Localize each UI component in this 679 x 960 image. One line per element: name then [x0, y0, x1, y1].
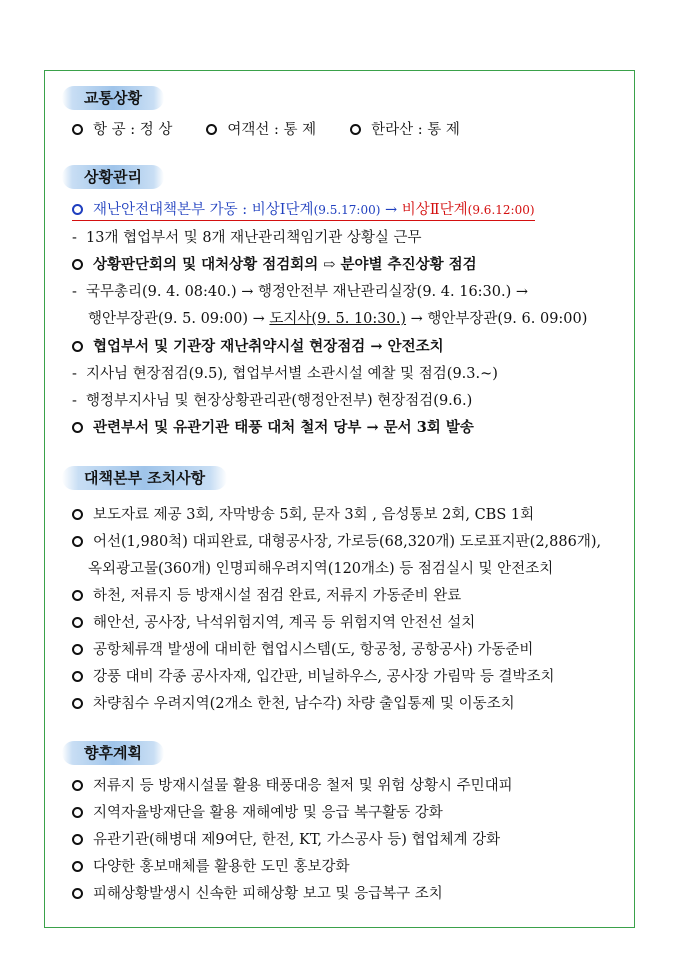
bullet-icon [72, 124, 83, 135]
plan-text: 지역자율방재단을 활용 재해예방 및 응급 복구활동 강화 [93, 805, 443, 821]
plan-item [72, 884, 443, 904]
inspection-text: 협업부서 및 기관장 재난취약시설 현장점검 → 안전조치 [93, 338, 444, 355]
meeting-detail-1-text: 국무총리(9. 4. 08:40.) → 행정안전부 재난관리실장(9. 4. 16:30.) → [86, 284, 529, 300]
stage2-time: (9.6.12:00) [467, 203, 535, 217]
bullet-icon [72, 204, 83, 215]
meeting-detail-2b: 도지사(9. 5. 10:30.) [269, 311, 407, 327]
plan-text: 저류지 등 방재시설물 활용 태풍대응 철저 및 위험 상황시 주민대피 [93, 778, 513, 794]
inspection-detail-2: - 행정부지사님 및 현장상황관리관(행정안전부) 현장점검(9.6.) [72, 393, 473, 409]
meeting-detail-2 [88, 309, 587, 329]
bullet-icon [72, 341, 83, 352]
hq-detail-text: 13개 협업부서 및 8개 재난관리책임기관 상황실 근무 [86, 230, 422, 246]
action-item [72, 532, 601, 552]
hq-operation-line [72, 200, 535, 221]
action-text: 강풍 대비 각종 공사자재, 입간판, 비닐하우스, 공사장 가림막 등 결박조치 [93, 669, 555, 685]
hq-label: 재난안전대책본부 가동 : [93, 202, 248, 218]
inspection-line [72, 337, 444, 357]
action-text: 하천, 저류지 등 방재시설 점검 완료, 저류지 가동준비 완료 [93, 588, 462, 604]
bullet-icon [72, 671, 83, 682]
meeting-detail-2a: 행안부장관(9. 5. 09:00) → [88, 311, 265, 327]
bullet-icon [72, 590, 83, 601]
plan-item [72, 830, 500, 850]
plan-text: 다양한 홍보매체를 활용한 도민 홍보강화 [93, 859, 350, 875]
bullet-icon [72, 644, 83, 655]
traffic-status-line [72, 120, 460, 140]
plan-item [72, 803, 443, 823]
meeting-detail-1: - 국무총리(9. 4. 08:40.) → 행정안전부 재난관리실장(9. 4. 16:30.) → [72, 284, 529, 300]
bullet-icon [72, 259, 83, 270]
airport-status: 항 공 : 정 상 [93, 122, 173, 138]
action-item [72, 505, 534, 525]
bullet-icon [206, 124, 217, 135]
plan-text: 유관기관(해병대 제9여단, 한전, KT, 가스공사 등) 협업체계 강화 [93, 832, 501, 848]
action-text: 차량침수 우려지역(2개소 한천, 남수각) 차량 출입통제 및 이동조치 [93, 696, 515, 712]
bullet-icon [72, 780, 83, 791]
plan-item [72, 857, 350, 877]
meeting-detail-2c: → 행안부장관(9. 6. 09:00) [410, 311, 588, 327]
inspection-detail-1-text: 지사님 현장점검(9.5), 협업부서별 소관시설 예찰 및 점검(9.3.~) [86, 366, 498, 382]
bullet-icon [72, 834, 83, 845]
meeting-text: 상황판단회의 및 대처상황 점검회의 ⇨ 분야별 추진상황 점검 [93, 256, 477, 273]
bullet-icon [72, 617, 83, 628]
bullet-icon [72, 509, 83, 520]
ferry-status: 여객선 : 통 제 [227, 122, 317, 138]
notice-text: 관련부서 및 유관기관 태풍 대처 철저 당부 → 문서 3회 발송 [93, 419, 474, 436]
action-text: 옥외광고물(360개) 인명피해우려지역(120개소) 등 점검실시 및 안전조치 [88, 561, 554, 577]
bullet-icon [72, 861, 83, 872]
bullet-icon [72, 698, 83, 709]
hq-detail-line: - 13개 협업부서 및 8개 재난관리책임기관 상황실 근무 [72, 230, 422, 246]
inspection-detail-1: - 지사님 현장점검(9.5), 협업부서별 소관시설 예찰 및 점검(9.3.~) [72, 366, 498, 382]
meeting-line [72, 255, 477, 275]
action-text: 해안선, 공사장, 낙석위험지역, 계곡 등 위험지역 안전선 설치 [93, 615, 476, 631]
action-item [72, 586, 461, 606]
action-item [72, 694, 515, 714]
hallasan-status: 한라산 : 통 제 [371, 122, 460, 138]
bullet-icon [72, 422, 83, 433]
stage1-label: 비상Ⅰ단계 [251, 202, 314, 218]
bullet-icon [72, 888, 83, 899]
action-item [72, 640, 533, 660]
content-frame [44, 70, 635, 928]
action-item-continued [88, 559, 553, 579]
traffic-heading: 교통상황 [62, 86, 164, 110]
bullet-icon [72, 807, 83, 818]
inspection-detail-2-text: 행정부지사님 및 현장상황관리관(행정안전부) 현장점검(9.6.) [86, 393, 473, 409]
stage2-label: 비상Ⅱ단계 [401, 202, 468, 218]
actions-heading: 대책본부 조치사항 [62, 466, 227, 490]
action-item [72, 613, 475, 633]
action-text: 공항체류객 발생에 대비한 협업시스템(도, 항공청, 공항공사) 가동준비 [93, 642, 534, 658]
plan-item [72, 776, 513, 796]
bullet-icon [72, 536, 83, 547]
bullet-icon [350, 124, 361, 135]
action-item [72, 667, 555, 687]
plans-heading: 향후계획 [62, 741, 164, 765]
plan-text: 피해상황발생시 신속한 피해상황 보고 및 응급복구 조치 [93, 886, 443, 902]
notice-line [72, 418, 474, 438]
action-text: 보도자료 제공 3회, 자막방송 5회, 문자 3회 , 음성통보 2회, CBS 1회 [93, 507, 535, 523]
arrow: → [385, 202, 398, 218]
management-heading: 상황관리 [62, 165, 164, 189]
action-text: 어선(1,980척) 대피완료, 대형공사장, 가로등(68,320개) 도로표지판(2,886개), [93, 534, 602, 550]
stage1-time: (9.5.17:00) [313, 203, 381, 217]
